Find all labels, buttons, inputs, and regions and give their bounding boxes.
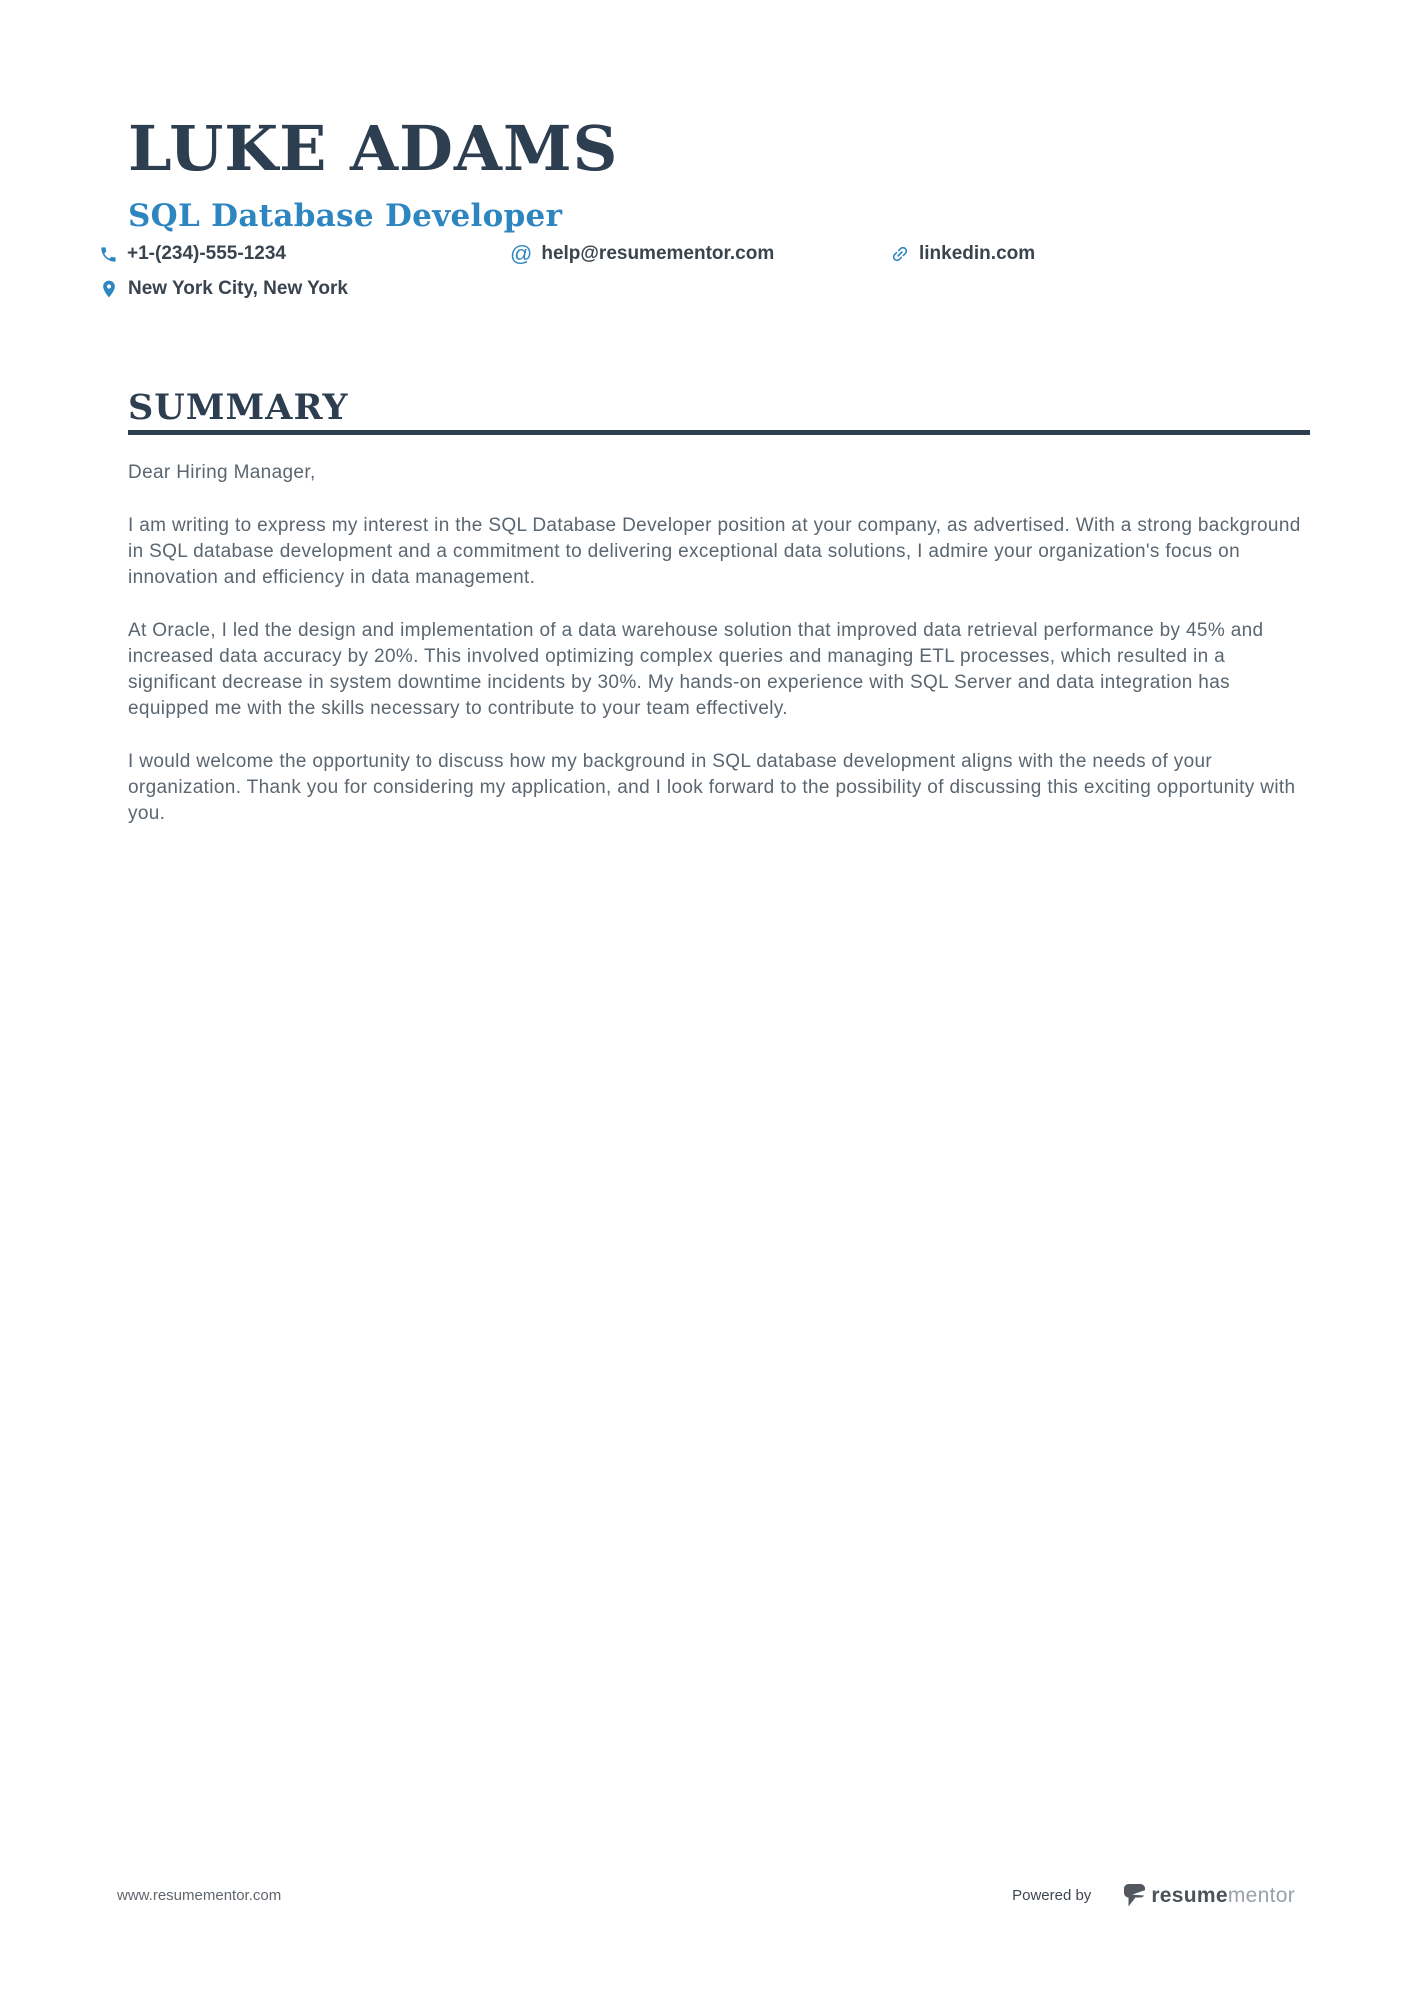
brand-text-light: mentor: [1227, 1884, 1295, 1907]
resume-header: [128, 0, 1310, 298]
at-icon: @: [510, 241, 533, 266]
page-content: [0, 0, 1410, 827]
location-pin-icon: [99, 279, 119, 299]
contact-info: [128, 243, 1310, 298]
section-heading: SUMMARY: [128, 390, 1310, 435]
contact-email[interactable]: [510, 243, 774, 265]
email-address[interactable]: help@resumementor.com: [541, 243, 775, 264]
page-footer: [0, 1884, 1410, 1907]
location-text: New York City, New York: [128, 278, 348, 299]
resumementor-logo-icon: [1124, 1884, 1145, 1907]
paragraph: I would welcome the opportunity to discuss how my background in SQL database development aligns with the needs of your organization. Thank you for considering my application, and I look forward to the possibility of discussing this exciting opportunity with you.: [128, 751, 1296, 824]
contact-phone: [99, 243, 286, 265]
candidate-name: LUKE ADAMS: [128, 112, 619, 185]
summary-section: [128, 387, 1310, 827]
powered-by-label: Powered by: [1012, 1887, 1092, 1904]
job-title: SQL Database Developer: [128, 198, 563, 234]
resumementor-logo[interactable]: [1124, 1884, 1295, 1907]
paragraph: I am writing to express my interest in the SQL Database Developer position at your company, as advertised. With a strong background in SQL database development and a commitment to delivering exceptional data solutions, I admire your organization's focus on innovation and efficiency in data management.: [128, 515, 1301, 588]
footer-branding: [1012, 1884, 1295, 1907]
contact-location: [99, 278, 348, 300]
brand-wordmark: [1151, 1884, 1295, 1907]
paragraph: At Oracle, I led the design and implementation of a data warehouse solution that improved data retrieval performance by 45% and increased data accuracy by 20%. This involved optimizing complex queries and managing ETL processes, which resulted in a significant decrease in system downtime incidents by 30%. My hands-on experience with SQL Server and data integration has equipped me with the skills necessary to contribute to your team effectively.: [128, 620, 1264, 719]
salutation: Dear Hiring Manager,: [128, 462, 316, 483]
contact-link[interactable]: [890, 243, 1035, 265]
phone-icon: [99, 245, 118, 264]
cover-letter-body: [128, 460, 1310, 827]
phone-number: +1-(234)-555-1234: [127, 243, 286, 264]
link-url[interactable]: linkedin.com: [919, 243, 1036, 264]
footer-website-link[interactable]: www.resumementor.com: [117, 1887, 282, 1904]
link-icon: [890, 244, 910, 264]
brand-text-bold: resume: [1151, 1884, 1228, 1907]
